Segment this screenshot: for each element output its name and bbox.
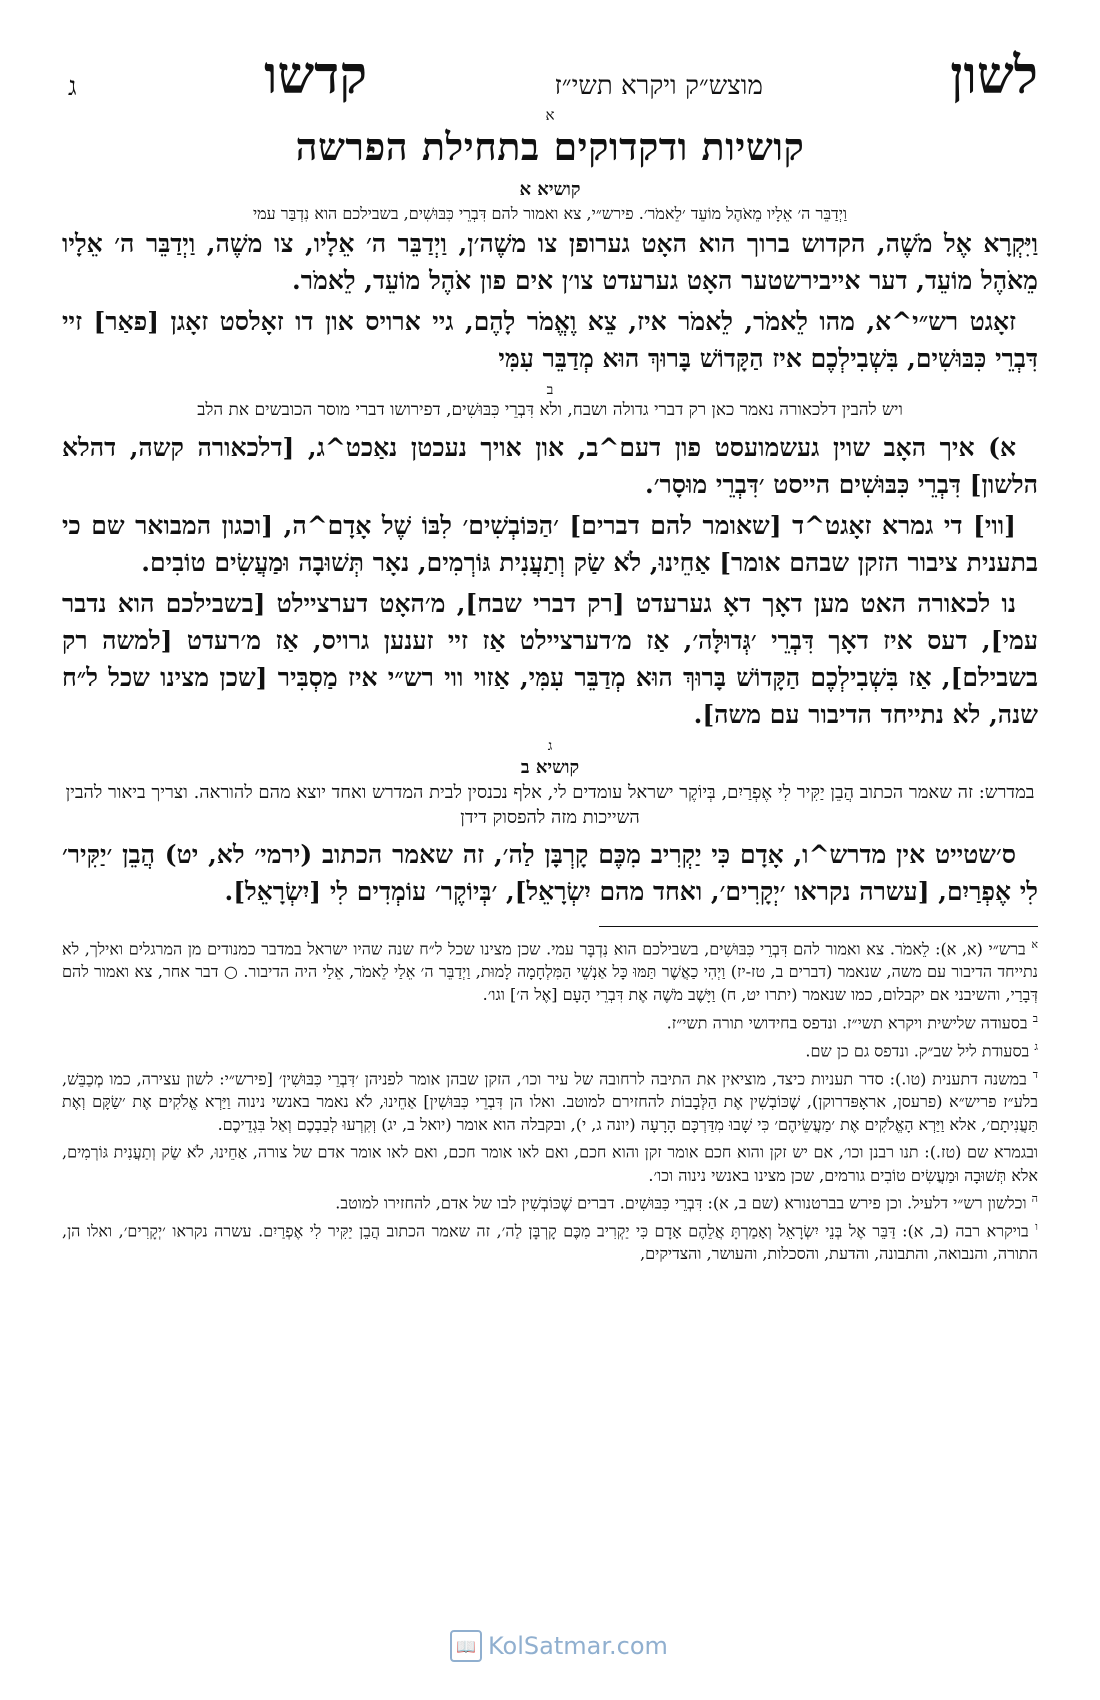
paragraph-3-text: א) איך האָב שוין געשמועסט פון דעם^ב, און אויך נעכטן נאַכט^ג, [דלכאורה קשה, דהלא הלשון] דִּבְרֵי כִּבּוּשִׁים הייסט ׳דִּבְרֵי מוּסָר׳. <box>62 432 1038 499</box>
footnote-text: ובגמרא שם (טז.): תנו רבנן וכו׳, אם יש זקן והוא חכם אומר זקן והוא חכם, ואם לאו אומר חכם, ואם לאו אומר אדם של צורה, אַחֵינוּ, לֹא שַׂק וְתַעֲנִית גּוֹרְמִים, אלא תְּשׁוּבָה וּמַעֲשִׂים טוֹבִים גורמים, שכן מצינו באנשי נינוה וכו׳. <box>62 1142 1038 1185</box>
quote-block: ויש להבין דלכאורה נאמר כאן רק דברי גדולה ושבח, ולא דִּבְרֵי כִּבּוּשִׁים, דפירושו דברי מוסר הכובשים את הלב <box>197 400 903 421</box>
paragraph-6-text: ס׳שטייט אין מדרש^ו, אָדָם כִּי יַקְרִיב מִכֶּם קָרְבָּן לַה׳, זה שאמר הכתוב (ירמי׳ לא, יט) הֲבֵן ׳יַקִּיר׳ לִי אֶפְרַיִם, [עשרה נקראו ׳יְקָרִים׳, ואחד מהם יִשְׂרָאֵל], ׳בְּיוֹקֶר׳ עוֹמְדִים לִי [יִשְׂרָאֵל]. <box>62 840 1038 907</box>
footnote <box>62 1140 1038 1187</box>
footnote-mark: ו <box>1035 1220 1038 1234</box>
footnote <box>62 1011 1038 1035</box>
footnote-mark: ג <box>1034 1039 1038 1053</box>
book-icon: 📖 <box>450 1630 482 1662</box>
footnote-mark: ה <box>1031 1192 1038 1206</box>
page-number: ג <box>68 72 77 102</box>
footnote-text: בויקרא רבה (ב, א): דַּבֵּר אֶל בְּנֵי יִשְׂרָאֵל וְאָמַרְתָּ אֲלֵהֶם אָדָם כִּי יַקְרִיב מִכֶּם קָרְבָּן לַה׳, זה שאמר הכתוב הֲבֵן יַקִּיר לִי אֶפְרַיִם. עשרה נקראו ׳יְקָרִים׳, ואלו הן, התורה, והנבואה, והתבונה, והדעת, והסכלות, והעושר, והצדיקים, <box>62 1221 1038 1264</box>
paragraph-4-text: [ווי] די גמרא זאָגט^ד [שאומר להם דברים] ׳הַכּוֹבְשִׁים׳ לִבּוֹ שֶׁל אָדָם^ה, [וכגון המבואר שם כי בתענית ציבור הזקן שבהם אומר] אַחֵינוּ, לֹא שַׂק וְתַעֲנִית גּוֹרְמִים, נאָר תְּשׁוּבָה וּמַעֲשִׂים טוֹבִים. <box>62 510 1038 577</box>
paragraph-4 <box>62 507 1038 581</box>
footnote-text: במשנה דתענית (טו.): סדר תעניות כיצד, מוציאין את התיבה לרחובה של עיר וכו׳, הזקן שבהן אומר לפניהן ׳דִּבְרֵי כִּבּוּשִׁין׳ [פירש״י: לשון עצירה, כמו מְכַבֵּשׁ, בלע״ז פריש״א (פרעסן, אראָפּדרוקן), שֶׁכּוֹבְשִׁין אֶת הַלְּבָבוֹת להחזירם למוטב. ואלו הן דִּבְרֵי כִּבּוּשִׁין] אַחֵינוּ, לֹא נאמר באנשי נינוה וַיַּרְא אֱלֹקִים אֶת ׳שַׂקָּם וְאֶת תַּעֲנִיתָם׳, אלא וַיַּרְא הָאֱלֹקִים אֶת ׳מַעֲשֵׂיהֶם׳ כִּי שָׁבוּ מִדַּרְכָּם הָרָעָה (יונה ג, י), ובקבלה הוא אומר (יואל ב, יג) וְקִרְעוּ לְבַבְכֶם וְאַל בִּגְדֵיכֶם. <box>62 1069 1038 1134</box>
footnote <box>62 1191 1038 1215</box>
footnote <box>62 1219 1038 1266</box>
paragraph-3 <box>62 429 1038 503</box>
footnote <box>62 937 1038 1006</box>
header-title-right: לשון <box>950 45 1038 106</box>
watermark <box>450 1630 668 1662</box>
paragraph-2 <box>62 303 1038 377</box>
kushya-a-label: קושיא א <box>519 178 581 200</box>
header-subtitle: מוצש״ק ויקרא תשי״ז <box>554 70 763 101</box>
marker-g: ג <box>547 737 553 754</box>
paragraph-5 <box>62 585 1038 733</box>
kushya-b-label: קושיא ב <box>520 756 580 778</box>
marker-b: ב <box>546 382 554 399</box>
footnote <box>62 1067 1038 1136</box>
midrash-block: במדרש: זה שאמר הכתוב הֲבֵן יַקִּיר לִי אֶפְרַיִם, בְּיוֹקֶר ישראל עומדים לי, אלף נכנסין לבית המדרש ואחד יוצא מהם להוראה. וצריך ביאור להבין השייכות מזה להפסוק דידן <box>65 782 1035 829</box>
section-marker: א <box>545 106 555 124</box>
footnote-mark: ד <box>1032 1068 1038 1081</box>
footnote-mark: א <box>1031 938 1038 952</box>
paragraph-5-text: נו לכאורה האט מען דאָך דאָ גערעדט [רק דברי שבח], מ׳האָט דערציילט [בשבילכם הוא נדבר עמי], דעס איז דאָך דִּבְרֵי ׳גְּדוּלָּה׳, אַז מ׳דערציילט אַז זיי זענען גרויס, אַז מ׳רעדט [למשה רק בשבילם], אַז בִּשְׁבִילְכֶם הַקָּדוֹשׁ בָּרוּךְ הוּא מְדַבֵּר עִמִּי, אַזוי ווי רש״י איז מַסְבִּיר [שכן מצינו שכל ל״ח שנה, לא נתייחד הדיבור עם משה]. <box>62 588 1038 729</box>
footnote-mark: ב <box>1032 1011 1038 1025</box>
watermark-text: KolSatmar.com <box>488 1632 668 1660</box>
paragraph-2-text: זאָגט רש״י^א, מהו לֵאמֹר, לֵאמֹר איז, צֵא וֶאֱמֹר לָהֶם, גיי ארויס און דו זאָלסט זאָגן [פאַר] זיי דִּבְרֵי כִּבּוּשִׁים, בִּשְׁבִילְכֶם איז הַקָּדוֹשׁ בָּרוּךְ הוּא מְדַבֵּר עִמִּי <box>62 307 1038 374</box>
footnote-text: בסעודת ליל שב״ק. ונדפס גם כן שם. <box>805 1041 1030 1061</box>
page-header <box>62 40 1038 106</box>
footnote-text: וכלשון רש״י דלעיל. וכן פירש בברטנורא (שם ב, א): דִּבְרֵי כִּבּוּשִׁים. דברים שֶׁכּוֹבְשִׁין לבו של אדם, להחזירו למוטב. <box>335 1193 1027 1213</box>
footnotes <box>62 937 1038 1266</box>
footnote-text: ברש״י (א, א): לֵאמֹר. צא ואמור להם דִּבְרֵי כִּבּוּשִׁים, בשבילכם הוא נִדְבָּר עמי. שכן מצינו שכל ל״ח שנה שהיו ישראל במדבר כמנודים מן המרגלים ואילך, לא נתייחד הדיבור עם משה, שנאמר (דברים ב, טז-יז) וַיְהִי כַאֲשֶׁר תַּמּוּ כָּל אַנְשֵׁי הַמִּלְחָמָה לָמוּת, וַיְדַבֵּר ה׳ אֵלַי לֵאמֹר, אֵלַי היה הדיבור. ○ דבר אחר, צא ואמור להם דְּבָרַי, והשיבני אם יקבלום, כמו שנאמר (יתרו יט, ח) וַיָּשֶׁב מֹשֶׁה אֶת דִּבְרֵי הָעָם [אֶל ה׳] וגו׳. <box>62 939 1038 1005</box>
kushya-a-verse: וַיְדַבֵּר ה׳ אֵלָיו מֵאֹהֶל מוֹעֵד ׳לֵאמֹר׳. פירש״י, צא ואמור להם דִּבְרֵי כִּבּוּשִׁים, בשבילכם הוא נִדְבַּר עמי <box>252 203 848 223</box>
footnote-divider <box>599 926 1038 927</box>
section-title: קושיות ודקדוקים בתחילת הפרשה <box>295 124 805 169</box>
paragraph-1 <box>62 225 1038 299</box>
document-page <box>62 40 1038 1670</box>
paragraph-1-text: וַיִּקְרָא אֶל מֹשֶׁה, הקדוש ברוך הוא האָט גערופן צו משֶׁה׳ן, וַיְדַבֵּר ה׳ אֵלָיו, צו משֶׁה, וַיְדַבֵּר ה׳ אֵלָיו מֵאֹהֶל מוֹעֵד, דער אייבירשטער האָט גערעדט צו׳ן אים פון אֹהֶל מוֹעֵד, לֵאמֹר. <box>62 229 1038 296</box>
header-title-left: קדשו <box>264 45 368 106</box>
footnote <box>62 1039 1038 1063</box>
paragraph-6 <box>62 836 1038 910</box>
footnote-text: בסעודה שלישית ויקרא תשי״ז. ונדפס בחידושי תורה תשי״ז. <box>666 1013 1028 1033</box>
